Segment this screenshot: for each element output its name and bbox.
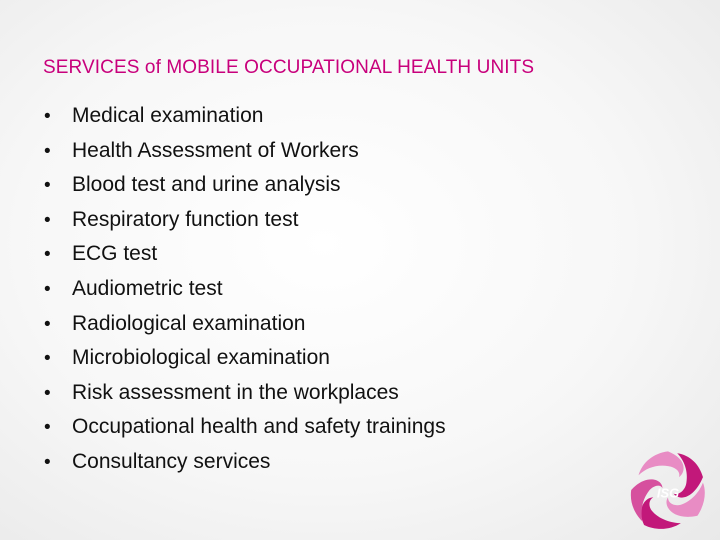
list-item [44, 104, 446, 139]
list-item [44, 139, 446, 174]
bullet-icon: • [44, 382, 51, 404]
bullet-icon: • [44, 278, 51, 300]
list-item-label: Health Assessment of Workers [72, 138, 359, 162]
list-item [44, 450, 446, 485]
list-item-label: Radiological examination [72, 311, 306, 335]
list-item-label: Respiratory function test [72, 207, 299, 231]
bullet-icon: • [44, 175, 51, 197]
bullet-icon: • [44, 348, 51, 370]
list-item [44, 381, 446, 416]
list-item-label: Risk assessment in the workplaces [72, 380, 399, 404]
list-item-label: ECG test [72, 242, 158, 266]
list-item-label: Blood test and urine analysis [72, 173, 341, 197]
bullet-icon: • [44, 313, 51, 335]
bullet-icon: • [44, 417, 51, 439]
slide-title: SERVICES of MOBILE OCCUPATIONAL HEALTH UNITS [43, 57, 535, 78]
list-item-label: Audiometric test [72, 276, 223, 300]
list-item-label: Medical examination [72, 104, 264, 127]
list-item [44, 208, 446, 243]
list-item [44, 242, 446, 277]
list-item [44, 346, 446, 381]
list-item [44, 173, 446, 208]
bullet-icon: • [44, 209, 51, 231]
list-item [44, 312, 446, 347]
logo-text: ISG [656, 485, 680, 501]
list-item-label: Microbiological examination [72, 346, 330, 370]
list-item [44, 415, 446, 450]
bullet-icon: • [44, 140, 51, 162]
bullet-icon: • [44, 106, 51, 127]
list-item [44, 277, 446, 312]
bullet-icon: • [44, 244, 51, 266]
hands-circle-logo-icon [622, 444, 714, 536]
bullet-icon: • [44, 451, 51, 473]
list-item-label: Occupational health and safety trainings [72, 415, 446, 439]
list-item-label: Consultancy services [72, 449, 271, 473]
services-list [44, 104, 446, 485]
